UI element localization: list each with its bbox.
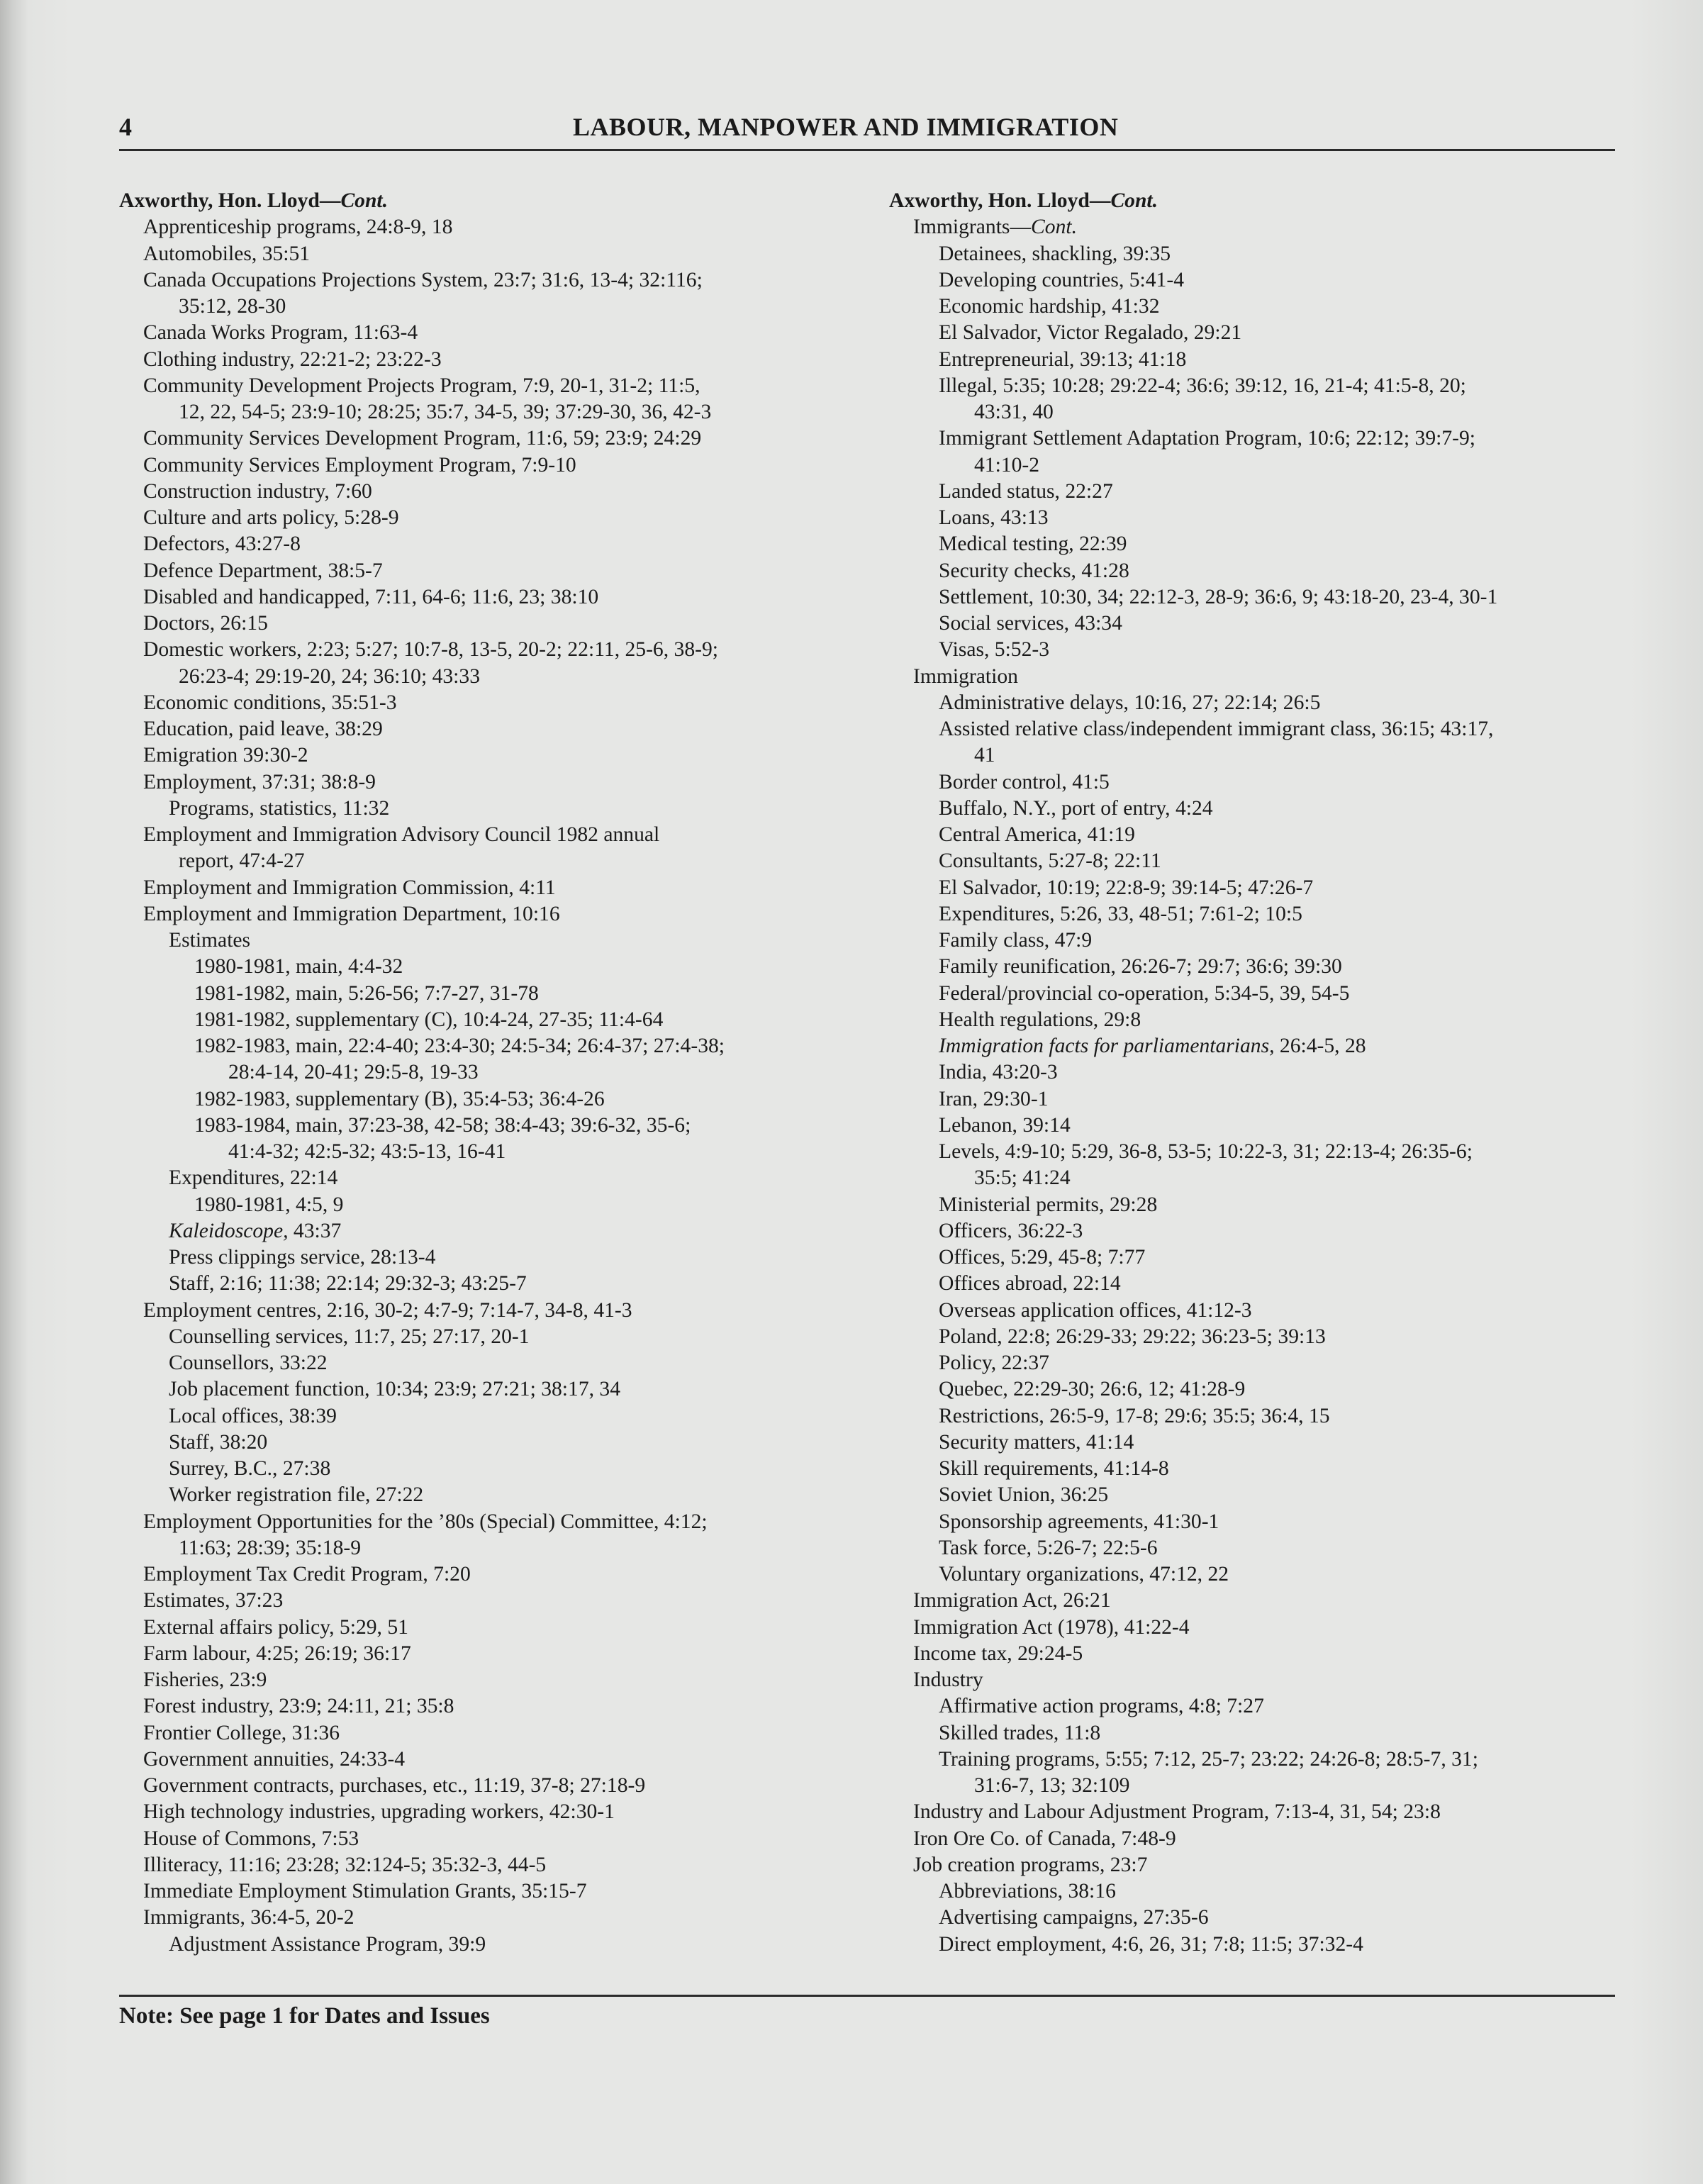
index-entry-text: Training programs, 5:55; 7:12, 25-7; 23:22; 24:26-8; 28:5-7, 31; [939, 1747, 1478, 1771]
index-entry [889, 1773, 1634, 1799]
index-entry-text: 1981-1982, supplementary (C), 10:4-24, 27-35; 11:4-64 [194, 1008, 664, 1031]
index-entry-text: 35:5; 41:24 [974, 1166, 1071, 1190]
index-entry-text: Apprenticeship programs, 24:8-9, 18 [143, 216, 453, 239]
index-entry [119, 531, 867, 557]
index-entry [119, 1165, 867, 1191]
index-entry-text: Illegal, 5:35; 10:28; 29:22-4; 36:6; 39:12, 16, 21-4; 41:5-8, 20; [939, 374, 1466, 397]
index-entry [889, 1403, 1634, 1430]
index-entry-text: 1982-1983, supplementary (B), 35:4-53; 36:4-26 [194, 1087, 605, 1110]
index-entry-text: Programs, statistics, 11:32 [169, 796, 390, 820]
index-entry-text: Skill requirements, 41:14-8 [939, 1457, 1169, 1480]
index-entry-text: External affairs policy, 5:29, 51 [143, 1615, 408, 1639]
index-entry-text: 41:4-32; 42:5-32; 43:5-13, 16-41 [228, 1140, 506, 1163]
index-entry [119, 742, 867, 769]
footer-divider [119, 1995, 1615, 1997]
index-entry [119, 1826, 867, 1852]
index-entry [119, 1218, 867, 1244]
index-entry-text: 43:31, 40 [974, 401, 1054, 423]
index-entry [889, 1324, 1634, 1350]
index-entry [119, 1086, 867, 1113]
index-entry-text: Economic conditions, 35:51-3 [143, 691, 397, 714]
index-entry [119, 1033, 867, 1059]
index-entry [889, 425, 1634, 452]
page-title: LABOUR, MANPOWER AND IMMIGRATION [573, 113, 1119, 141]
index-entry [119, 505, 867, 531]
index-entry [119, 611, 867, 637]
index-entry-text: Consultants, 5:27-8; 22:11 [939, 849, 1161, 873]
index-entry [119, 1324, 867, 1350]
index-entry-text: House of Commons, 7:53 [143, 1827, 359, 1850]
index-entry [889, 1852, 1634, 1878]
index-entry-text: Worker registration file, 27:22 [169, 1483, 424, 1507]
index-entry [119, 1456, 867, 1482]
index-entry-text: Advertising campaigns, 27:35-6 [939, 1906, 1209, 1929]
index-entry [119, 1799, 867, 1825]
index-entry [889, 1271, 1634, 1297]
index-entry [889, 664, 1634, 690]
index-entry [889, 1905, 1634, 1931]
index-entry [119, 927, 867, 954]
index-entry [889, 1033, 1634, 1059]
index-entry-text: Community Services Employment Program, 7:9-10 [143, 453, 576, 477]
index-entry-text: Voluntary organizations, 47:12, 22 [939, 1563, 1229, 1586]
index-entry [119, 1746, 867, 1773]
index-entry [119, 347, 867, 373]
index-entry-text: Developing countries, 5:41-4 [939, 268, 1185, 291]
index-entry-text: Clothing industry, 22:21-2; 23:22-3 [143, 347, 442, 371]
index-entry [889, 822, 1634, 848]
index-entry-text: Estimates, 37:23 [143, 1589, 284, 1612]
index-entry-text: Family reunification, 26:26-7; 29:7; 36:6; 39:30 [939, 955, 1342, 979]
index-entry [119, 373, 867, 399]
index-entry [889, 1799, 1634, 1825]
index-entry-text: Landed status, 22:27 [939, 479, 1113, 503]
index-entry-text: Community Services Development Program, 11:6, 59; 23:9; 24:29 [143, 427, 702, 450]
index-entry-text: Income tax, 29:24-5 [913, 1642, 1083, 1665]
index-entry [119, 769, 867, 796]
index-entry [119, 1244, 867, 1271]
index-entry-text: Medical testing, 22:39 [939, 533, 1127, 556]
index-entry-text: Immigration [913, 664, 1018, 688]
index-entry [889, 1059, 1634, 1086]
index-entry-text: Officers, 36:22-3 [939, 1219, 1083, 1242]
index-entry-text: Central America, 41:19 [939, 823, 1135, 846]
index-entry-text: Press clippings service, 28:13-4 [169, 1246, 436, 1269]
index-entry [889, 1244, 1634, 1271]
index-entry [889, 1165, 1634, 1191]
index-entry-text: Policy, 22:37 [939, 1352, 1049, 1374]
index-entry-text: Local offices, 38:39 [169, 1404, 337, 1427]
index-entry [119, 479, 867, 505]
index-entry-text: Culture and arts policy, 5:28-9 [143, 506, 399, 529]
index-entry [119, 1615, 867, 1641]
index-entry [889, 1218, 1634, 1244]
index-entry [889, 981, 1634, 1007]
index-entry [889, 1007, 1634, 1033]
index-entry [119, 1139, 867, 1165]
index-entry [119, 848, 867, 874]
index-entry-text: Loans, 43:13 [939, 506, 1049, 529]
index-entry [889, 1826, 1634, 1852]
index-entry [889, 1746, 1634, 1773]
index-entry [119, 1932, 867, 1958]
index-entry-text: Assisted relative class/independent immigrant class, 36:15; 43:17, [939, 718, 1494, 740]
index-entry [889, 1456, 1634, 1482]
index-entry [119, 1561, 867, 1588]
index-entry [889, 505, 1634, 531]
index-entry [119, 664, 867, 690]
index-entry-text: Job placement function, 10:34; 23:9; 27:21; 38:17, 34 [169, 1378, 621, 1401]
index-entry [119, 1482, 867, 1508]
index-entry [119, 1773, 867, 1799]
index-entry-text: High technology industries, upgrading workers, 42:30-1 [143, 1800, 615, 1824]
index-entry-text: 41:10-2 [974, 453, 1040, 477]
index-entry [119, 214, 867, 240]
index-entry [889, 1615, 1634, 1641]
index-entry [889, 1588, 1634, 1614]
index-entry-text: Affirmative action programs, 4:8; 7:27 [939, 1695, 1264, 1718]
index-entry [889, 848, 1634, 874]
index-entry-text: Employment Tax Credit Program, 7:20 [143, 1563, 471, 1586]
index-entry-text: Emigration 39:30-2 [143, 744, 308, 767]
index-entry-text: 26:4-5, 28 [1274, 1035, 1366, 1057]
index-entry-cont-marker: Cont. [1110, 189, 1158, 212]
index-entry-text: Expenditures, 22:14 [169, 1166, 338, 1190]
index-entry [889, 875, 1634, 901]
index-entry [889, 1139, 1634, 1165]
index-entry [119, 637, 867, 663]
index-entry-text: Lebanon, 39:14 [939, 1113, 1071, 1137]
index-entry-text: Employment and Immigration Commission, 4:11 [143, 876, 556, 899]
index-entry-text: report, 47:4-27 [179, 849, 305, 873]
page-number: 4 [119, 113, 132, 141]
index-entry-text: Education, paid leave, 38:29 [143, 718, 383, 740]
index-entry-text: 28:4-14, 20-41; 29:5-8, 19-33 [228, 1061, 479, 1084]
index-entry-text: Canada Works Program, 11:63-4 [143, 321, 418, 345]
index-entry-text: Social services, 43:34 [939, 612, 1122, 635]
index-entry [889, 1350, 1634, 1376]
index-entry [119, 822, 867, 848]
index-entry [119, 716, 867, 742]
index-entry [889, 716, 1634, 742]
index-entry-text: Construction industry, 7:60 [143, 479, 372, 503]
index-entry-text: Adjustment Assistance Program, 39:9 [169, 1932, 486, 1956]
index-entry-text: Poland, 22:8; 26:29-33; 29:22; 36:23-5; 39:13 [939, 1325, 1326, 1348]
index-entry-text: Ministerial permits, 29:28 [939, 1193, 1158, 1216]
index-entry-text: Iran, 29:30-1 [939, 1087, 1049, 1110]
index-entry-text: Soviet Union, 36:25 [939, 1483, 1109, 1507]
index-entry-text: 35:12, 28-30 [179, 295, 286, 318]
index-entry [119, 1298, 867, 1324]
index-entry [119, 452, 867, 479]
index-entry [119, 1693, 867, 1720]
index-entry-text: Restrictions, 26:5-9, 17-8; 29:6; 35:5; 36:4, 15 [939, 1404, 1330, 1427]
index-entry [889, 479, 1634, 505]
index-entry-text: Industry [913, 1668, 983, 1691]
index-entry-text: El Salvador, Victor Regalado, 29:21 [939, 321, 1242, 345]
index-entry [889, 690, 1634, 716]
index-entry-text: Disabled and handicapped, 7:11, 64-6; 11:6, 23; 38:10 [143, 585, 599, 608]
index-entry [119, 1192, 867, 1218]
index-entry [119, 796, 867, 822]
index-entry [119, 1509, 867, 1535]
index-entry-text: Administrative delays, 10:16, 27; 22:14; 26:5 [939, 691, 1321, 714]
index-entry-text: Defence Department, 38:5-7 [143, 559, 383, 582]
index-entry [889, 901, 1634, 927]
index-entry [889, 1509, 1634, 1535]
index-entry [889, 347, 1634, 373]
index-entry-text: India, 43:20-3 [939, 1061, 1058, 1084]
index-entry [119, 241, 867, 267]
index-entry-text: El Salvador, 10:19; 22:8-9; 39:14-5; 47:26-7 [939, 876, 1314, 899]
index-entry-text: Expenditures, 5:26, 33, 48-51; 7:61-2; 10:5 [939, 902, 1302, 925]
index-entry [889, 1561, 1634, 1588]
index-entry [119, 188, 867, 214]
index-entry [119, 267, 867, 294]
index-entry [889, 1667, 1634, 1693]
index-entry-text: Settlement, 10:30, 34; 22:12-3, 28-9; 36:6, 9; 43:18-20, 23-4, 30-1 [939, 585, 1498, 608]
index-entry [889, 927, 1634, 954]
index-entry [119, 1667, 867, 1693]
index-entry [119, 1430, 867, 1456]
index-entry [119, 1403, 867, 1430]
index-entry-text: Offices, 5:29, 45-8; 7:77 [939, 1246, 1146, 1269]
index-entry-text: Employment centres, 2:16, 30-2; 4:7-9; 7:14-7, 34-8, 41-3 [143, 1298, 632, 1322]
index-entry [119, 1852, 867, 1878]
index-entry [889, 1878, 1634, 1905]
index-entry-text: Illiteracy, 11:16; 23:28; 32:124-5; 35:32-3, 44-5 [143, 1853, 547, 1876]
index-entry [889, 1430, 1634, 1456]
index-entry-text: Security matters, 41:14 [939, 1430, 1134, 1454]
index-entry [119, 901, 867, 927]
index-entry [889, 1376, 1634, 1403]
index-entry [889, 1113, 1634, 1139]
index-entry-text: Forest industry, 23:9; 24:11, 21; 35:8 [143, 1695, 454, 1718]
index-entry-text: Surrey, B.C., 27:38 [169, 1457, 331, 1480]
index-entry [119, 981, 867, 1007]
index-entry-text: Employment Opportunities for the ’80s (Special) Committee, 4:12; [143, 1510, 708, 1533]
index-entry-text: Frontier College, 31:36 [143, 1721, 340, 1744]
index-entry-text: 26:23-4; 29:19-20, 24; 36:10; 43:33 [179, 664, 480, 688]
index-entry-text: Employment, 37:31; 38:8-9 [143, 770, 376, 793]
index-entry-text: Entrepreneurial, 39:13; 41:18 [939, 347, 1187, 371]
index-entry-text: Automobiles, 35:51 [143, 242, 311, 265]
index-entry-text: Counselling services, 11:7, 25; 27:17, 20-1 [169, 1325, 530, 1348]
index-entry-text: Government annuities, 24:33-4 [143, 1747, 406, 1771]
index-entry [119, 1720, 867, 1746]
index-entry [119, 1641, 867, 1667]
index-entry [119, 425, 867, 452]
index-entry [119, 1271, 867, 1297]
index-entry-text: Immediate Employment Stimulation Grants, 35:15-7 [143, 1880, 587, 1902]
index-entry-title-italic: Immigration facts for parliamentarians, [939, 1035, 1275, 1057]
index-entry-text: Industry and Labour Adjustment Program, 7:13-4, 31, 54; 23:8 [913, 1800, 1441, 1824]
index-entry [889, 452, 1634, 479]
index-entry-cont-marker: Cont. [1031, 216, 1077, 239]
index-entry [889, 1693, 1634, 1720]
index-entry [889, 954, 1634, 980]
index-entry [119, 1059, 867, 1086]
index-entry [119, 320, 867, 346]
index-entry-text: Immigrants, 36:4-5, 20-2 [143, 1906, 354, 1929]
index-entry-text: Quebec, 22:29-30; 26:6, 12; 41:28-9 [939, 1378, 1246, 1401]
index-entry [119, 558, 867, 584]
index-entry-cont-marker: Cont. [340, 189, 389, 212]
index-entry-text: Iron Ore Co. of Canada, 7:48-9 [913, 1827, 1176, 1850]
page-header [119, 112, 1615, 151]
index-entry [119, 1878, 867, 1905]
index-entry-text: 1980-1981, main, 4:4-32 [194, 955, 403, 979]
index-entry [889, 214, 1634, 240]
index-entry-text: Security checks, 41:28 [939, 559, 1129, 582]
index-entry [889, 558, 1634, 584]
index-entry [889, 742, 1634, 769]
index-entry [119, 1113, 867, 1139]
index-entry-text: 1982-1983, main, 22:4-40; 23:4-30; 24:5-34; 26:4-37; 27:4-38; [194, 1035, 725, 1057]
index-entry-title-italic: Kaleidoscope, [169, 1219, 289, 1242]
index-entry-text: Axworthy, Hon. Lloyd— [119, 189, 341, 212]
index-entry-text: Immigrant Settlement Adaptation Program, 10:6; 22:12; 39:7-9; [939, 427, 1476, 450]
index-entry [889, 531, 1634, 557]
index-entry [119, 875, 867, 901]
index-entry [889, 584, 1634, 611]
index-entry-text: 1980-1981, 4:5, 9 [194, 1193, 344, 1216]
index-entry [889, 1720, 1634, 1746]
index-entry [889, 188, 1634, 214]
index-entry [889, 1482, 1634, 1508]
index-entry-text: Job creation programs, 23:7 [913, 1853, 1148, 1876]
index-entry-text: Domestic workers, 2:23; 5:27; 10:7-8, 13-5, 20-2; 22:11, 25-6, 38-9; [143, 638, 718, 662]
index-entry-text: Community Development Projects Program, 7:9, 20-1, 31-2; 11:5, [143, 374, 700, 397]
index-entry [889, 1298, 1634, 1324]
index-entry-text: Immigration Act (1978), 41:22-4 [913, 1615, 1190, 1639]
index-entry [889, 267, 1634, 294]
index-entry-text: Offices abroad, 22:14 [939, 1272, 1121, 1296]
index-entry-text: 11:63; 28:39; 35:18-9 [179, 1536, 362, 1559]
index-entry-text: Axworthy, Hon. Lloyd— [889, 189, 1111, 212]
index-entry-text: 41 [974, 744, 995, 767]
index-entry-text: 1981-1982, main, 5:26-56; 7:7-27, 31-78 [194, 981, 539, 1005]
index-entry [889, 373, 1634, 399]
index-entry [889, 294, 1634, 320]
index-entry [119, 1905, 867, 1931]
index-entry [889, 241, 1634, 267]
index-entry [889, 1932, 1634, 1958]
index-entry [119, 294, 867, 320]
index-entry [889, 637, 1634, 663]
index-entry-text: Farm labour, 4:25; 26:19; 36:17 [143, 1642, 411, 1665]
index-entry-text: Buffalo, N.Y., port of entry, 4:24 [939, 796, 1213, 820]
footer-note: Note: See page 1 for Dates and Issues [119, 2003, 490, 2029]
index-entry-text: Immigration Act, 26:21 [913, 1589, 1111, 1612]
index-entry-text: Federal/provincial co-operation, 5:34-5, 39, 54-5 [939, 981, 1350, 1005]
index-entry-text: Employment and Immigration Department, 10:16 [143, 902, 560, 925]
index-entry-text: 31:6-7, 13; 32:109 [974, 1774, 1130, 1797]
index-entry [119, 1376, 867, 1403]
index-entry [119, 1588, 867, 1614]
index-entry [889, 1086, 1634, 1113]
index-entry-text: Detainees, shackling, 39:35 [939, 242, 1171, 265]
index-entry [119, 1535, 867, 1561]
index-entry [889, 320, 1634, 346]
index-entry [119, 1007, 867, 1033]
index-entry [119, 690, 867, 716]
index-entry-text: 43:37 [288, 1219, 342, 1242]
index-entry-text: Doctors, 26:15 [143, 612, 268, 635]
index-entry-text: Visas, 5:52-3 [939, 638, 1050, 662]
index-entry-text: Overseas application offices, 41:12-3 [939, 1298, 1252, 1322]
index-entry-text: Counsellors, 33:22 [169, 1352, 328, 1374]
index-entry-text: Canada Occupations Projections System, 23:7; 31:6, 13-4; 32:116; [143, 268, 703, 291]
index-column-right [889, 188, 1634, 1958]
index-entry-text: Immigrants— [913, 216, 1032, 239]
index-entry [889, 1641, 1634, 1667]
index-entry-text: Government contracts, purchases, etc., 11:19, 37-8; 27:18-9 [143, 1774, 646, 1797]
index-entry-text: Levels, 4:9-10; 5:29, 36-8, 53-5; 10:22-3, 31; 22:13-4; 26:35-6; [939, 1140, 1473, 1163]
index-column-left [119, 188, 867, 1958]
index-entry-text: Direct employment, 4:6, 26, 31; 7:8; 11:5; 37:32-4 [939, 1932, 1363, 1956]
index-entry [889, 769, 1634, 796]
index-entry [119, 954, 867, 980]
index-entry-text: Fisheries, 23:9 [143, 1668, 267, 1691]
index-entry [119, 1350, 867, 1376]
index-entry-text: Family class, 47:9 [939, 929, 1093, 952]
index-entry [889, 1192, 1634, 1218]
index-entry-text: Health regulations, 29:8 [939, 1008, 1141, 1031]
index-entry-text: Staff, 38:20 [169, 1430, 268, 1454]
index-entry-text: Skilled trades, 11:8 [939, 1721, 1101, 1744]
index-entry-text: Task force, 5:26-7; 22:5-6 [939, 1536, 1158, 1559]
index-entry-text: Border control, 41:5 [939, 770, 1110, 793]
index-entry-text: Staff, 2:16; 11:38; 22:14; 29:32-3; 43:25-7 [169, 1272, 527, 1296]
index-entry-text: Estimates [169, 929, 251, 952]
index-entry-text: Defectors, 43:27-8 [143, 533, 301, 556]
index-entry [889, 611, 1634, 637]
index-entry [889, 1535, 1634, 1561]
index-entry [119, 584, 867, 611]
index-entry [889, 399, 1634, 425]
index-entry-text: Sponsorship agreements, 41:30-1 [939, 1510, 1219, 1533]
index-entry [119, 399, 867, 425]
index-entry-text: 1983-1984, main, 37:23-38, 42-58; 38:4-43; 39:6-32, 35-6; [194, 1113, 691, 1137]
index-entry-text: Economic hardship, 41:32 [939, 295, 1160, 318]
index-entry-text: Abbreviations, 38:16 [939, 1880, 1116, 1902]
index-entry-text: Employment and Immigration Advisory Council 1982 annual [143, 823, 660, 846]
index-entry-text: 12, 22, 54-5; 23:9-10; 28:25; 35:7, 34-5, 39; 37:29-30, 36, 42-3 [179, 401, 712, 423]
index-entry [889, 796, 1634, 822]
